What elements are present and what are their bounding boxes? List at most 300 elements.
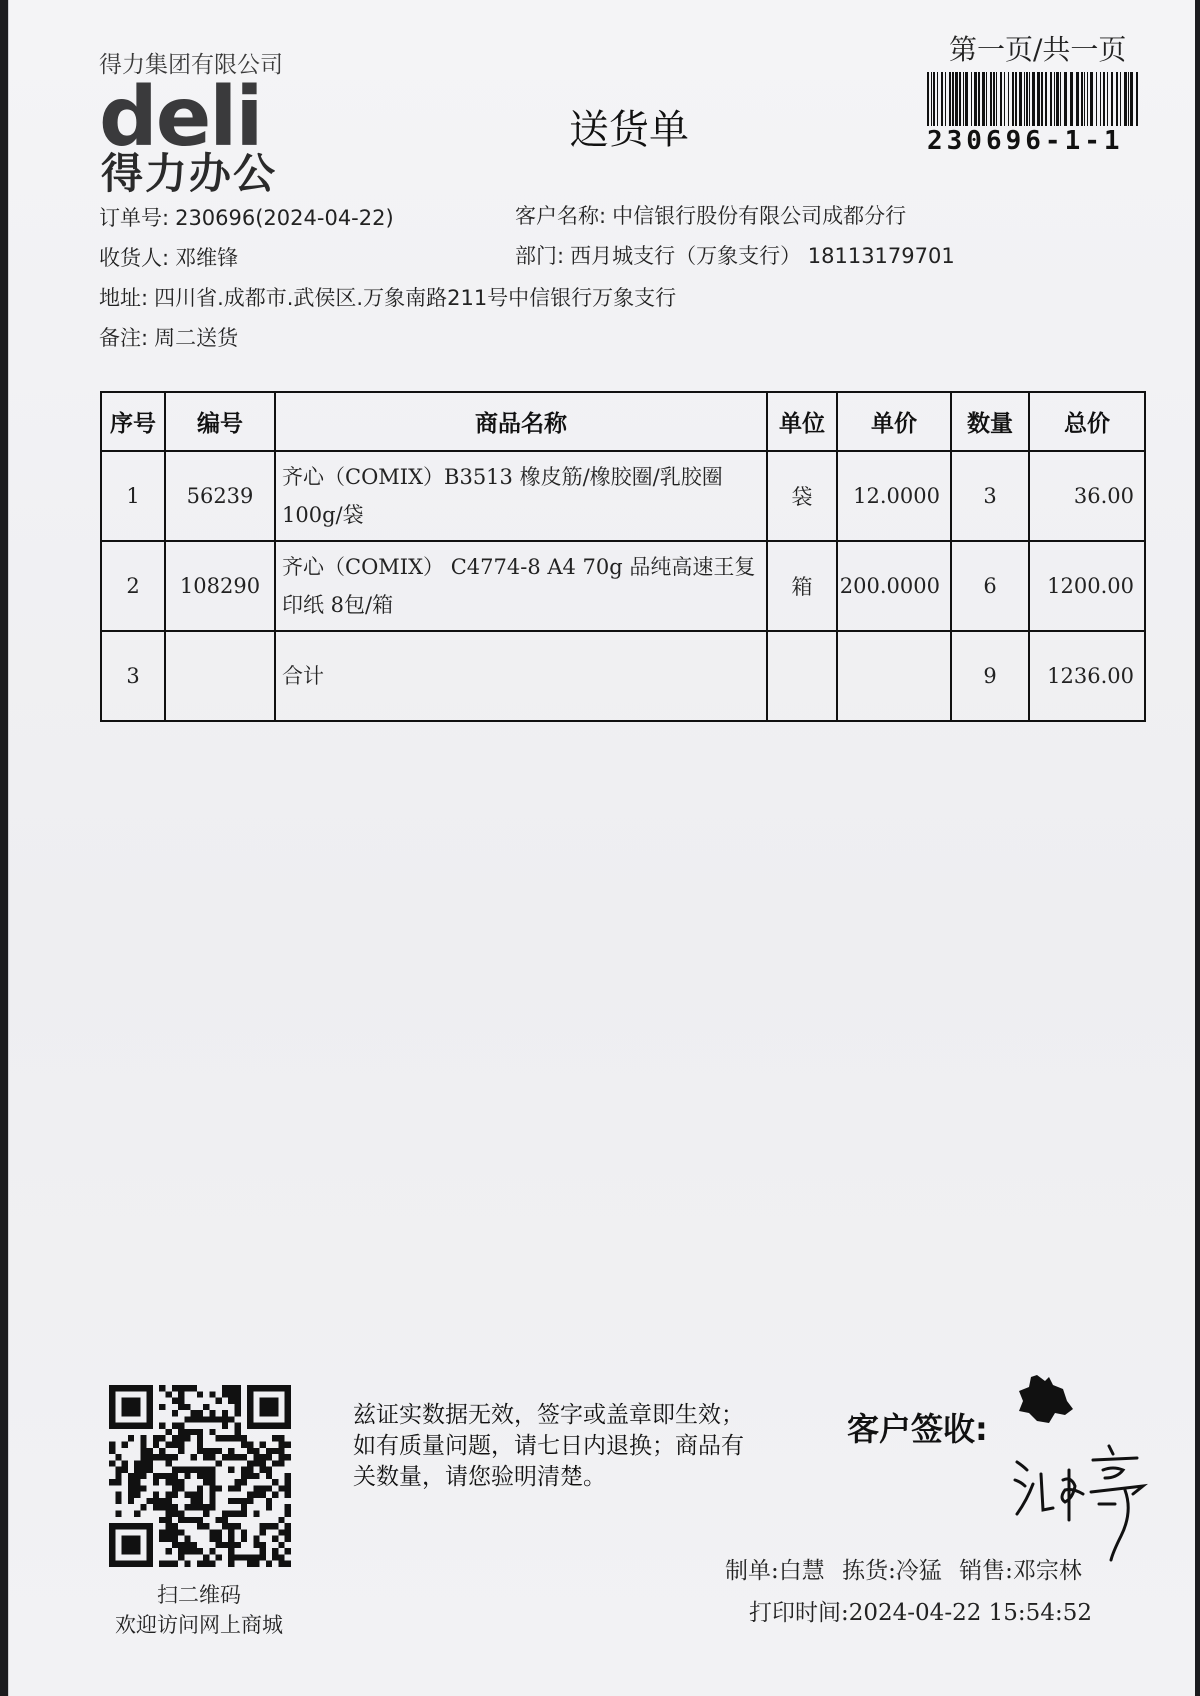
barcode-bar bbox=[1060, 72, 1061, 126]
qr-module bbox=[216, 1398, 222, 1404]
barcode-bar bbox=[931, 72, 932, 126]
qr-module bbox=[184, 1504, 190, 1510]
item-name: 齐心（COMIX）B3513 橡皮筋/橡胶圈/乳胶圈100g/袋 bbox=[275, 451, 767, 541]
qr-module bbox=[266, 1504, 272, 1510]
qr-module bbox=[172, 1454, 178, 1460]
qr-module bbox=[159, 1504, 165, 1510]
barcode-bar bbox=[1107, 72, 1108, 126]
qr-module bbox=[209, 1536, 215, 1542]
qr-module bbox=[197, 1485, 203, 1491]
qr-module bbox=[191, 1410, 197, 1416]
qr-module bbox=[191, 1454, 197, 1460]
qr-module bbox=[172, 1492, 178, 1498]
qr-module bbox=[115, 1479, 121, 1485]
qr-module bbox=[165, 1511, 171, 1517]
barcode-number: 230696-1-1 bbox=[927, 126, 1124, 156]
qr-module bbox=[159, 1561, 165, 1567]
address-label: 地址: bbox=[99, 286, 149, 310]
qr-module bbox=[203, 1454, 209, 1460]
qr-module bbox=[235, 1485, 241, 1491]
staff-line bbox=[725, 1552, 1092, 1585]
qr-module bbox=[285, 1536, 291, 1542]
qr-module bbox=[241, 1454, 247, 1460]
barcode-bar bbox=[1076, 72, 1079, 126]
qr-module bbox=[235, 1404, 241, 1410]
barcode-bar bbox=[1124, 72, 1127, 126]
qr-module bbox=[159, 1498, 165, 1504]
qr-module bbox=[266, 1448, 272, 1454]
qr-module bbox=[140, 1441, 146, 1447]
qr-module bbox=[209, 1529, 215, 1535]
qr-module bbox=[253, 1492, 259, 1498]
column-header: 序号 bbox=[101, 392, 165, 451]
qr-module bbox=[165, 1561, 171, 1567]
item-code: 108290 bbox=[165, 541, 275, 631]
qr-module bbox=[178, 1429, 184, 1435]
receiver-label: 收货人: bbox=[99, 246, 170, 270]
qr-module bbox=[285, 1473, 291, 1479]
qr-module bbox=[247, 1448, 253, 1454]
qr-module bbox=[134, 1460, 140, 1466]
qr-module bbox=[222, 1385, 228, 1391]
qr-module bbox=[228, 1398, 234, 1404]
qr-module bbox=[184, 1548, 190, 1554]
qr-module bbox=[203, 1448, 209, 1454]
qr-module bbox=[134, 1473, 140, 1479]
column-header: 商品名称 bbox=[275, 392, 767, 451]
address: 四川省.成都市.武侯区.万象南路211号中信银行万象支行 bbox=[154, 286, 677, 310]
qr-module bbox=[172, 1536, 178, 1542]
address-row bbox=[99, 282, 676, 312]
qr-module bbox=[191, 1429, 197, 1435]
qr-module bbox=[172, 1441, 178, 1447]
qr-module bbox=[197, 1416, 203, 1422]
qr-module bbox=[203, 1473, 209, 1479]
column-header: 编号 bbox=[165, 392, 275, 451]
barcode-bar bbox=[1096, 72, 1097, 126]
qr-module bbox=[278, 1454, 284, 1460]
qr-module bbox=[260, 1460, 266, 1466]
qr-module bbox=[241, 1554, 247, 1560]
qr-module bbox=[147, 1454, 153, 1460]
qr-module bbox=[115, 1492, 121, 1498]
qr-code bbox=[109, 1385, 291, 1567]
barcode-bar bbox=[1004, 72, 1005, 126]
qr-module bbox=[197, 1498, 203, 1504]
qr-module bbox=[235, 1398, 241, 1404]
qr-module bbox=[235, 1523, 241, 1529]
qr-module bbox=[272, 1523, 278, 1529]
qr-module bbox=[247, 1492, 253, 1498]
qr-module bbox=[235, 1391, 241, 1397]
qr-module bbox=[115, 1473, 121, 1479]
qr-module bbox=[147, 1448, 153, 1454]
item-code: 56239 bbox=[165, 451, 275, 541]
qr-module bbox=[109, 1423, 153, 1429]
qr-module bbox=[165, 1498, 171, 1504]
remark-row bbox=[99, 322, 238, 352]
qr-module bbox=[285, 1561, 291, 1567]
qr-module bbox=[241, 1467, 247, 1473]
barcode-bar bbox=[937, 72, 938, 126]
receiver-row bbox=[99, 242, 238, 272]
qr-module bbox=[165, 1523, 171, 1529]
qr-module bbox=[203, 1561, 209, 1567]
qr-module bbox=[253, 1485, 259, 1491]
table-row bbox=[101, 451, 1145, 541]
qr-module bbox=[278, 1485, 284, 1491]
qr-caption bbox=[99, 1580, 299, 1640]
barcode-bar bbox=[1100, 72, 1101, 126]
total-price: 1200.00 bbox=[1029, 541, 1145, 631]
qr-module bbox=[191, 1548, 197, 1554]
qr-module bbox=[128, 1498, 134, 1504]
qr-module bbox=[109, 1523, 115, 1567]
qr-module bbox=[109, 1448, 115, 1454]
qr-module bbox=[109, 1561, 153, 1567]
qr-module bbox=[134, 1479, 140, 1485]
qr-module bbox=[153, 1454, 159, 1460]
delivery-note-page bbox=[8, 0, 1195, 1696]
qr-module bbox=[191, 1385, 197, 1391]
barcode-bar bbox=[955, 72, 958, 126]
qr-module bbox=[184, 1561, 190, 1567]
qr-module bbox=[235, 1385, 241, 1391]
ink-stamp-mark bbox=[1015, 1371, 1075, 1431]
qr-module bbox=[134, 1492, 140, 1498]
qr-module bbox=[153, 1492, 159, 1498]
qr-module bbox=[278, 1561, 284, 1567]
qr-module bbox=[165, 1517, 171, 1523]
qr-module bbox=[172, 1385, 178, 1391]
qr-module bbox=[209, 1410, 215, 1416]
qr-module bbox=[235, 1498, 241, 1504]
table-row bbox=[101, 541, 1145, 631]
qr-module bbox=[272, 1460, 278, 1466]
qr-module bbox=[172, 1479, 178, 1485]
barcode-bar bbox=[933, 72, 935, 126]
qr-module bbox=[172, 1511, 178, 1517]
qr-module bbox=[184, 1435, 190, 1441]
qr-module bbox=[134, 1511, 140, 1517]
qr-module bbox=[191, 1498, 197, 1504]
barcode-bar bbox=[1008, 72, 1009, 126]
qr-module bbox=[222, 1423, 228, 1429]
qr-module bbox=[128, 1473, 134, 1479]
barcode-bar bbox=[1084, 72, 1085, 126]
qr-module bbox=[172, 1523, 178, 1529]
barcode-bar bbox=[959, 72, 961, 126]
barcode-bar bbox=[949, 72, 951, 126]
qr-module bbox=[260, 1467, 266, 1473]
qr-module bbox=[241, 1529, 247, 1535]
qr-module bbox=[191, 1492, 197, 1498]
qr-module bbox=[197, 1504, 203, 1510]
item-unit bbox=[767, 631, 837, 721]
qr-module bbox=[285, 1454, 291, 1460]
qr-module bbox=[197, 1410, 203, 1416]
sales-person: 销售:邓宗林 bbox=[959, 1558, 1082, 1584]
qr-module bbox=[197, 1523, 203, 1529]
qr-module bbox=[278, 1529, 284, 1535]
qr-module bbox=[247, 1385, 253, 1429]
qr-module bbox=[222, 1410, 228, 1416]
qr-module bbox=[178, 1448, 184, 1454]
qr-module bbox=[228, 1448, 234, 1454]
qr-module bbox=[140, 1504, 146, 1510]
customer-row bbox=[515, 200, 906, 230]
qr-module bbox=[241, 1479, 247, 1485]
qr-module bbox=[209, 1416, 215, 1422]
barcode-bar bbox=[963, 72, 964, 126]
qr-module bbox=[165, 1473, 171, 1479]
qr-module bbox=[197, 1517, 203, 1523]
barcode-bar bbox=[1064, 72, 1067, 126]
column-header: 总价 bbox=[1029, 392, 1145, 451]
qr-module bbox=[235, 1479, 241, 1485]
qr-module bbox=[235, 1423, 241, 1429]
barcode-bar bbox=[1029, 72, 1030, 126]
qr-module bbox=[209, 1479, 215, 1485]
customer-label: 客户名称: bbox=[515, 204, 607, 228]
qr-module bbox=[203, 1511, 209, 1517]
qr-module bbox=[253, 1448, 259, 1454]
qr-module bbox=[247, 1385, 291, 1391]
qr-module bbox=[122, 1398, 141, 1417]
qr-module bbox=[260, 1398, 279, 1417]
qr-module bbox=[260, 1485, 266, 1491]
qr-module bbox=[172, 1435, 178, 1441]
qr-module bbox=[172, 1485, 178, 1491]
qr-module bbox=[178, 1529, 184, 1535]
qr-module bbox=[260, 1523, 266, 1529]
qr-module bbox=[272, 1548, 278, 1554]
qr-module bbox=[253, 1473, 259, 1479]
qr-module bbox=[247, 1467, 253, 1473]
qr-module bbox=[184, 1404, 190, 1410]
qr-module bbox=[122, 1441, 128, 1447]
barcode-bar bbox=[982, 72, 985, 126]
barcode-bar bbox=[990, 72, 992, 126]
table-header-row bbox=[101, 392, 1145, 451]
qr-module bbox=[228, 1467, 234, 1473]
qr-module bbox=[140, 1473, 146, 1479]
qr-module bbox=[115, 1498, 121, 1504]
qr-module bbox=[197, 1441, 203, 1447]
barcode-bar bbox=[1128, 72, 1129, 126]
qr-module bbox=[140, 1454, 146, 1460]
qr-module bbox=[159, 1385, 165, 1391]
notice-text: 兹证实数据无效，签字或盖章即生效；如有质量问题，请七日内退换；商品有关数量，请您验明清楚。 bbox=[353, 1402, 744, 1490]
qr-module bbox=[222, 1542, 228, 1548]
qr-module bbox=[241, 1504, 247, 1510]
qr-module bbox=[109, 1479, 115, 1485]
qr-module bbox=[128, 1479, 134, 1485]
qr-module bbox=[253, 1554, 259, 1560]
barcode-bar bbox=[945, 72, 946, 126]
qr-module bbox=[260, 1454, 266, 1460]
qr-module bbox=[178, 1385, 184, 1391]
qr-module bbox=[209, 1548, 215, 1554]
qr-module bbox=[109, 1441, 115, 1447]
qr-module bbox=[109, 1523, 153, 1529]
qr-module bbox=[209, 1492, 215, 1498]
barcode-bar bbox=[1103, 72, 1105, 126]
quantity: 6 bbox=[951, 541, 1029, 631]
qr-module bbox=[172, 1542, 178, 1548]
barcode-bar bbox=[941, 72, 943, 126]
customer-sign-label: 客户签收: bbox=[847, 1410, 988, 1448]
qr-module bbox=[272, 1448, 278, 1454]
qr-module bbox=[147, 1498, 153, 1504]
qr-module bbox=[191, 1517, 197, 1523]
column-header: 数量 bbox=[951, 392, 1029, 451]
qr-module bbox=[228, 1391, 234, 1397]
company-name: 得力集团有限公司 bbox=[99, 52, 283, 78]
qr-module bbox=[247, 1473, 253, 1479]
barcode-bar bbox=[1111, 72, 1113, 126]
qr-module bbox=[178, 1548, 184, 1554]
total-label: 合计 bbox=[275, 631, 767, 721]
qr-module bbox=[159, 1423, 165, 1429]
qr-module bbox=[228, 1454, 234, 1460]
qr-module bbox=[216, 1542, 222, 1548]
qr-caption-line-1: 扫二维码 bbox=[157, 1583, 241, 1607]
order-number: 230696(2024-04-22) bbox=[175, 206, 394, 230]
qr-module bbox=[241, 1473, 247, 1479]
qr-module bbox=[222, 1435, 228, 1441]
print-time: 打印时间:2024-04-22 15:54:52 bbox=[749, 1600, 1092, 1626]
qr-module bbox=[197, 1467, 203, 1473]
qr-module bbox=[209, 1498, 215, 1504]
qr-module bbox=[285, 1511, 291, 1517]
qr-module bbox=[235, 1542, 241, 1548]
qr-module bbox=[272, 1536, 278, 1542]
qr-module bbox=[109, 1385, 115, 1429]
barcode-bar bbox=[1087, 72, 1088, 126]
qr-module bbox=[184, 1429, 190, 1435]
qr-module bbox=[153, 1498, 159, 1504]
deli-logo: deli bbox=[99, 70, 262, 165]
qr-module bbox=[159, 1404, 165, 1410]
qr-module bbox=[228, 1542, 234, 1548]
qr-module bbox=[178, 1423, 184, 1429]
qr-module bbox=[278, 1460, 284, 1466]
qr-module bbox=[285, 1548, 291, 1554]
qr-module bbox=[191, 1416, 197, 1422]
barcode-bar bbox=[1116, 72, 1118, 126]
qr-module bbox=[285, 1492, 291, 1498]
qr-module bbox=[165, 1536, 171, 1542]
qr-module bbox=[184, 1542, 190, 1548]
barcode-bar bbox=[1000, 72, 1002, 126]
qr-module bbox=[272, 1554, 278, 1560]
qr-module bbox=[228, 1416, 234, 1422]
qr-module bbox=[178, 1542, 184, 1548]
qr-module bbox=[203, 1523, 209, 1529]
qr-module bbox=[228, 1498, 234, 1504]
qr-module bbox=[153, 1473, 159, 1479]
qr-module bbox=[147, 1523, 153, 1567]
qr-module bbox=[115, 1511, 121, 1517]
qr-module bbox=[128, 1485, 134, 1491]
qr-module bbox=[197, 1492, 203, 1498]
qr-module bbox=[184, 1385, 190, 1391]
page-indicator: 第一页/共一页 bbox=[949, 33, 1127, 66]
qr-module bbox=[184, 1536, 190, 1542]
qr-module bbox=[197, 1473, 203, 1479]
column-header: 单位 bbox=[767, 392, 837, 451]
qr-module bbox=[228, 1485, 234, 1491]
customer-signature bbox=[1013, 1440, 1163, 1564]
qr-module bbox=[122, 1536, 141, 1555]
qr-module bbox=[216, 1416, 222, 1422]
qr-module bbox=[134, 1485, 140, 1491]
qr-module bbox=[247, 1498, 253, 1504]
qr-module bbox=[222, 1517, 228, 1523]
qr-module bbox=[235, 1410, 241, 1416]
qr-module bbox=[153, 1441, 159, 1447]
qr-module bbox=[159, 1448, 165, 1454]
barcode bbox=[927, 72, 1143, 126]
qr-module bbox=[285, 1529, 291, 1535]
qr-module bbox=[109, 1460, 115, 1466]
qr-module bbox=[172, 1473, 178, 1479]
qr-module bbox=[285, 1479, 291, 1485]
department: 西月城支行（万象支行） 18113179701 bbox=[570, 244, 955, 268]
department-row bbox=[515, 240, 955, 270]
barcode-bar bbox=[965, 72, 968, 126]
column-header: 单价 bbox=[837, 392, 951, 451]
qr-module bbox=[235, 1511, 241, 1517]
qr-module bbox=[178, 1441, 184, 1447]
qr-module bbox=[253, 1542, 259, 1548]
qr-module bbox=[222, 1523, 228, 1529]
qr-module bbox=[247, 1460, 253, 1466]
qr-module bbox=[184, 1473, 190, 1479]
qr-module bbox=[203, 1404, 209, 1410]
qr-module bbox=[260, 1441, 266, 1447]
qr-module bbox=[228, 1548, 234, 1554]
qr-module bbox=[216, 1460, 222, 1466]
qr-module bbox=[178, 1467, 184, 1473]
qr-module bbox=[216, 1517, 222, 1523]
qr-module bbox=[285, 1385, 291, 1429]
qr-module bbox=[147, 1385, 153, 1429]
qr-module bbox=[266, 1454, 272, 1460]
row-index: 1 bbox=[101, 451, 165, 541]
qr-module bbox=[159, 1529, 165, 1535]
qr-module bbox=[147, 1467, 153, 1473]
barcode-bar bbox=[993, 72, 995, 126]
qr-module bbox=[216, 1554, 222, 1560]
qr-module bbox=[266, 1485, 272, 1491]
qr-module bbox=[260, 1492, 266, 1498]
qr-module bbox=[159, 1536, 165, 1542]
barcode-bar bbox=[986, 72, 987, 126]
qr-module bbox=[203, 1416, 209, 1422]
item-unit: 箱 bbox=[767, 541, 837, 631]
qr-module bbox=[278, 1435, 284, 1441]
qr-module bbox=[241, 1498, 247, 1504]
quantity: 3 bbox=[951, 451, 1029, 541]
row-index: 3 bbox=[101, 631, 165, 721]
qr-module bbox=[228, 1385, 234, 1391]
qr-module bbox=[285, 1441, 291, 1447]
qr-module bbox=[285, 1523, 291, 1529]
qr-module bbox=[228, 1561, 234, 1567]
qr-module bbox=[115, 1467, 121, 1473]
